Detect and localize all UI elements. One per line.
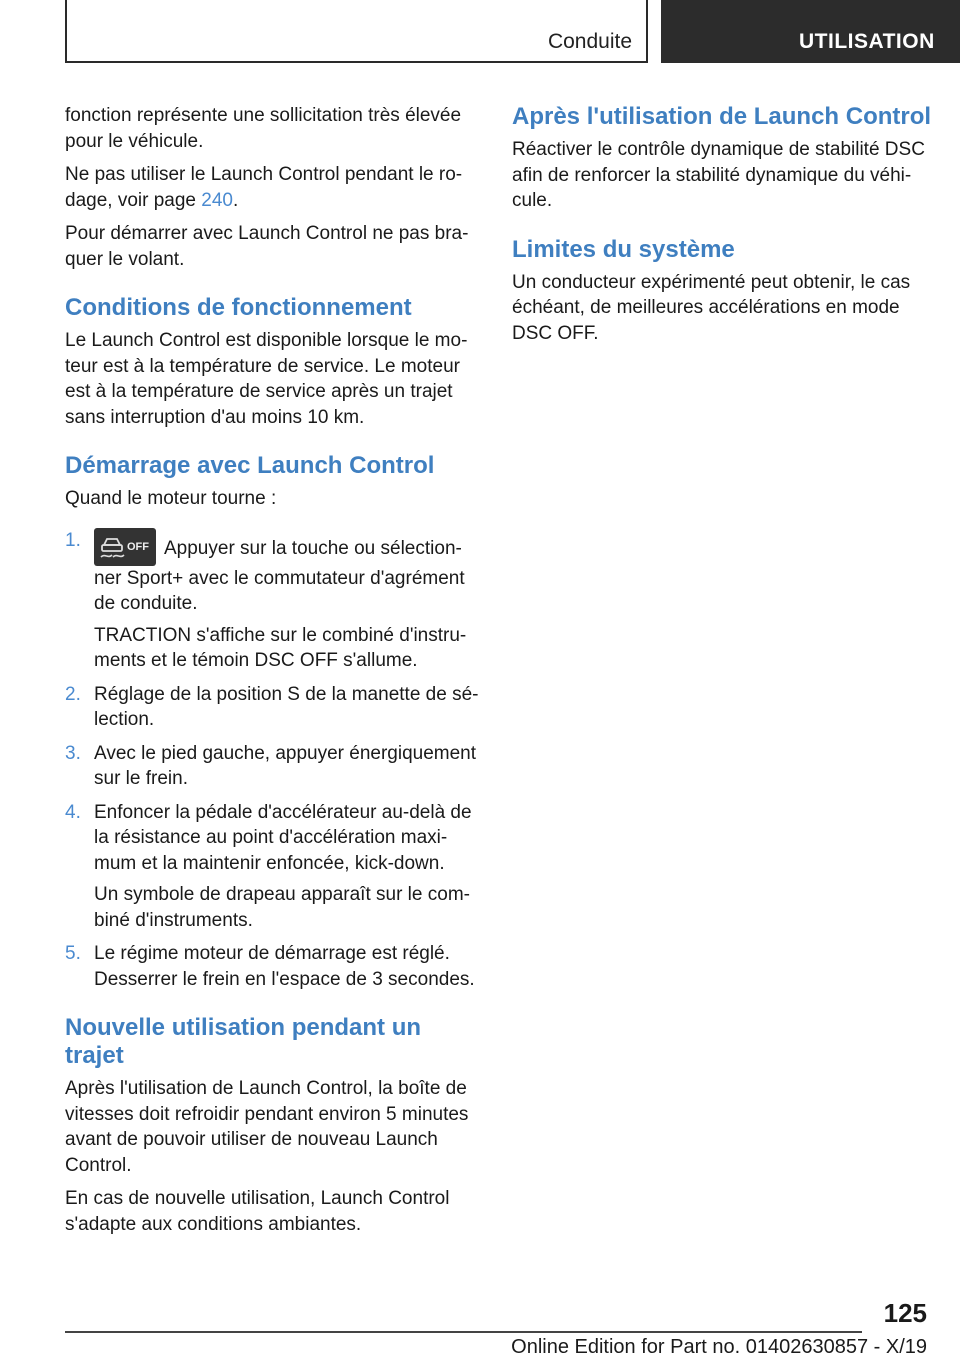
paragraph-intro: fonction représente une sollicitation très élevée pour le véhicule.	[65, 105, 462, 152]
header-chapter-label: UTILISATION	[799, 30, 935, 53]
right-column	[512, 103, 932, 354]
heading-limits: Limites du système	[512, 235, 735, 263]
dsc-off-icon	[94, 528, 156, 566]
heading-start: Démarrage avec Launch Control	[65, 452, 435, 479]
header-chapter-tab	[661, 0, 960, 63]
left-column	[65, 103, 480, 1245]
list-item	[65, 741, 480, 792]
step-text-1-content: Appuyer sur la touche ou sélection-ner Sport+ avec le commutateur d'agrément de conduite.	[94, 537, 465, 614]
step-note-4: Un symbole de drapeau apparaît sur le com-biné d'instruments.	[94, 884, 470, 931]
step-number: 4.	[65, 801, 81, 823]
step-text-4: Enfoncer la pédale d'accélérateur au-delà de la résistance au point d'accélération maxi-mum et la maintenir enfoncée, kick-down.	[94, 801, 472, 874]
steps-list	[65, 528, 480, 993]
page-link-240[interactable]: 240	[201, 189, 233, 211]
step-number: 3.	[65, 742, 81, 764]
step-text-2: Réglage de la position S de la manette de sé-lection.	[94, 683, 479, 730]
step-text-3: Avec le pied gauche, appuyer énergiquement sur le frein.	[94, 742, 477, 789]
heading-reuse: Nouvelle utilisation pendant un trajet	[65, 1014, 422, 1069]
paragraph-volant: Pour démarrer avec Launch Control ne pas bra-quer le volant.	[65, 223, 469, 270]
list-item	[65, 800, 480, 934]
paragraph-start: Quand le moteur tourne :	[65, 488, 277, 509]
page-number: 125	[883, 1298, 927, 1328]
paragraph-rodage-end: .	[232, 189, 239, 211]
step-text-1	[94, 528, 480, 617]
paragraph-rodage	[65, 162, 480, 213]
paragraph-after: Réactiver le contrôle dynamique de stabilité DSC afin de renforcer la stabilité dynamique du véhi-cule.	[512, 139, 925, 211]
heading-conditions: Conditions de fonctionnement	[65, 294, 412, 321]
header-section-label: Conduite	[547, 30, 632, 53]
paragraph-reuse-2: En cas de nouvelle utilisation, Launch Control s'adapte aux conditions ambiantes.	[65, 1188, 450, 1235]
paragraph-conditions: Le Launch Control est disponible lorsque le mo-teur est à la température de service. Le moteur est à la température de service après un trajet sans interruption d'au moins 10 km.	[65, 330, 468, 428]
heading-after: Après l'utilisation de Launch Control	[512, 103, 932, 130]
svg-text:OFF: OFF	[127, 540, 149, 553]
footer-divider	[65, 1331, 862, 1333]
header-section-tab	[65, 0, 648, 63]
paragraph-rodage-text: Ne pas utiliser le Launch Control pendant le ro-dage, voir page	[65, 164, 463, 211]
list-item	[65, 528, 480, 674]
step-note-1: TRACTION s'affiche sur le combiné d'instru-ments et le témoin DSC OFF s'allume.	[94, 624, 467, 671]
step-number: 5.	[65, 943, 81, 964]
step-number: 1.	[65, 529, 81, 551]
paragraph-reuse-1: Après l'utilisation de Launch Control, la boîte de vitesses doit refroidir pendant environ 5 minutes avant de pouvoir utiliser de nouveau Launch Control.	[65, 1078, 469, 1176]
list-item	[65, 941, 480, 992]
step-number: 2.	[65, 683, 81, 705]
footer-edition: Online Edition for Part no. 01402630857 - X/19	[511, 1336, 927, 1358]
step-text-5: Le régime moteur de démarrage est réglé. Desserrer le frein en l'espace de 3 secondes.	[94, 943, 475, 990]
list-item	[65, 682, 480, 733]
paragraph-limits: Un conducteur expérimenté peut obtenir, le cas échéant, de meilleures accélérations en mode DSC OFF.	[512, 271, 911, 344]
